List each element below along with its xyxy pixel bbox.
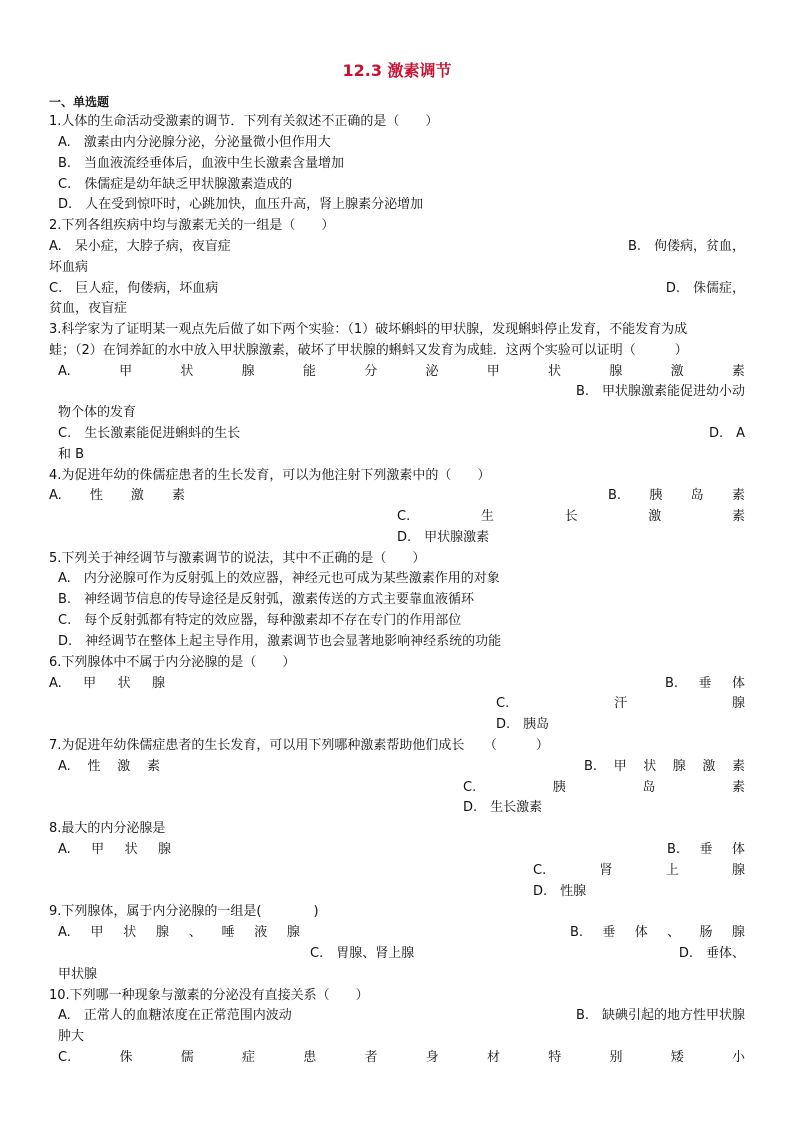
question-6-option-b: B. 垂 体: [665, 676, 745, 691]
question-3-option-b-cont: 物个体的发育: [58, 405, 137, 420]
question-3-option-c: C. 生长激素能促进蝌蚪的生长: [58, 426, 241, 441]
question-5-option-d: D. 神经调节在整体上起主导作用，激素调节也会显著地影响神经系统的功能: [58, 634, 502, 649]
question-5-stem: 5.下列关于神经调节与激素调节的说法，其中不正确的是（ ）: [49, 551, 426, 566]
question-2-stem: 2.下列各组疾病中均与激素无关的一组是（ ）: [49, 218, 335, 233]
question-3-option-a: A. 甲 状 腺 能 分 泌 甲 状 腺 激 素: [58, 364, 745, 379]
question-10-option-c: C. 侏 儒 症 患 者 身 材 特 别 矮 小: [58, 1050, 745, 1065]
question-4-stem: 4.为促进年幼的侏儒症患者的生长发育，可以为他注射下列激素中的（ ）: [49, 468, 491, 483]
question-5-option-c: C. 每个反射弧都有特定的效应器，每种激素却不存在专门的作用部位: [58, 613, 462, 628]
question-8-option-d: D. 性腺: [533, 884, 587, 899]
question-8-option-a: A. 甲 状 腺: [58, 842, 171, 857]
question-9-option-a: A. 甲 状 腺 、 唾 液 腺: [58, 925, 300, 940]
question-1-option-d: D. 人在受到惊吓时，心跳加快，血压升高，肾上腺素分泌增加: [58, 197, 424, 212]
question-4-option-d: D. 甲状腺激素: [397, 530, 490, 545]
question-2-option-a: A. 呆小症，大脖子病，夜盲症: [49, 239, 231, 254]
question-7-option-b: B. 甲 状 腺 激 素: [584, 759, 745, 774]
question-6-option-a: A. 甲 状 腺: [49, 676, 165, 691]
question-9-option-b: B. 垂 体 、 肠 腺: [570, 925, 745, 940]
question-3-stem-line1: 3.科学家为了证明某一观点先后做了如下两个实验：（1）破坏蝌蚪的甲状腺，发现蝌蚪停止发育，不能发育为成: [49, 322, 688, 337]
question-5-option-a: A. 内分泌腺可作为反射弧上的效应器，神经元也可成为某些激素作用的对象: [58, 571, 500, 586]
question-9-option-c: C. 胃腺、肾上腺: [310, 946, 415, 961]
question-1-option-c: C. 侏儒症是幼年缺乏甲状腺激素造成的: [58, 177, 293, 192]
question-6-option-d: D. 胰岛: [496, 717, 550, 732]
question-7-stem: 7.为促进年幼侏儒症患者的生长发育，可以用下列哪种激素帮助他们成长 （ ）: [49, 738, 549, 753]
question-3-option-d: D. A: [708, 426, 745, 441]
question-8-stem: 8.最大的内分泌腺是: [49, 821, 166, 836]
question-9-option-d: D. 垂体、: [678, 946, 745, 961]
question-5-option-b: B. 神经调节信息的传导途径是反射弧，激素传送的方式主要靠血液循环: [58, 592, 475, 607]
question-2-option-b: B. 佝偻病，贫血，: [627, 239, 745, 254]
question-2-option-d: D. 侏儒症，: [665, 281, 745, 296]
question-7-option-d: D. 生长激素: [463, 800, 543, 815]
question-6-option-c: C. 汗 腺: [496, 696, 745, 711]
question-6-stem: 6.下列腺体中不属于内分泌腺的是（ ）: [49, 655, 296, 670]
question-2-option-b-cont: 坏血病: [49, 260, 89, 275]
question-7-option-a: A. 性 激 素: [58, 759, 160, 774]
question-7-option-c: C. 胰 岛 素: [463, 780, 745, 795]
question-1-option-a: A. 激素由内分泌腺分泌，分泌量微小但作用大: [58, 135, 331, 150]
question-9-stem: 9.下列腺体，属于内分泌腺的一组是( ): [49, 904, 319, 919]
section-heading: 一、单选题: [49, 95, 110, 109]
question-2-option-c: C. 巨人症，佝偻病，坏血病: [49, 281, 219, 296]
question-3-option-d-cont: 和 B: [58, 447, 85, 462]
question-10-stem: 10.下列哪一种现象与激素的分泌没有直接关系（ ）: [49, 988, 369, 1003]
question-4-option-b: B. 胰 岛 素: [608, 488, 745, 503]
question-10-option-b: B. 缺碘引起的地方性甲状腺: [575, 1008, 745, 1023]
question-8-option-c: C. 肾 上 腺: [533, 863, 745, 878]
question-1-option-b: B. 当血液流经垂体后，血液中生长激素含量增加: [58, 156, 345, 171]
question-2-option-d-cont: 贫血，夜盲症: [49, 301, 128, 316]
question-10-option-a: A. 正常人的血糖浓度在正常范围内波动: [58, 1008, 292, 1023]
page-title: 12.3 激素调节: [342, 61, 452, 80]
question-4-option-c: C. 生 长 激 素: [397, 509, 745, 524]
question-4-option-a: A. 性 激 素: [49, 488, 185, 503]
question-9-option-d-cont: 甲状腺: [58, 967, 98, 982]
question-8-option-b: B. 垂 体: [667, 842, 745, 857]
question-3-option-b: B. 甲状腺激素能促进幼小动: [575, 384, 745, 399]
question-1-stem: 1.人体的生命活动受激素的调节．下列有关叙述不正确的是（ ）: [49, 114, 439, 129]
question-10-option-b-cont: 肿大: [58, 1029, 85, 1044]
question-3-stem-line2: 蛙；（2）在饲养缸的水中放入甲状腺激素，破坏了甲状腺的蝌蚪又发育为成蛙．这两个实验可以证明（ ）: [49, 343, 688, 358]
